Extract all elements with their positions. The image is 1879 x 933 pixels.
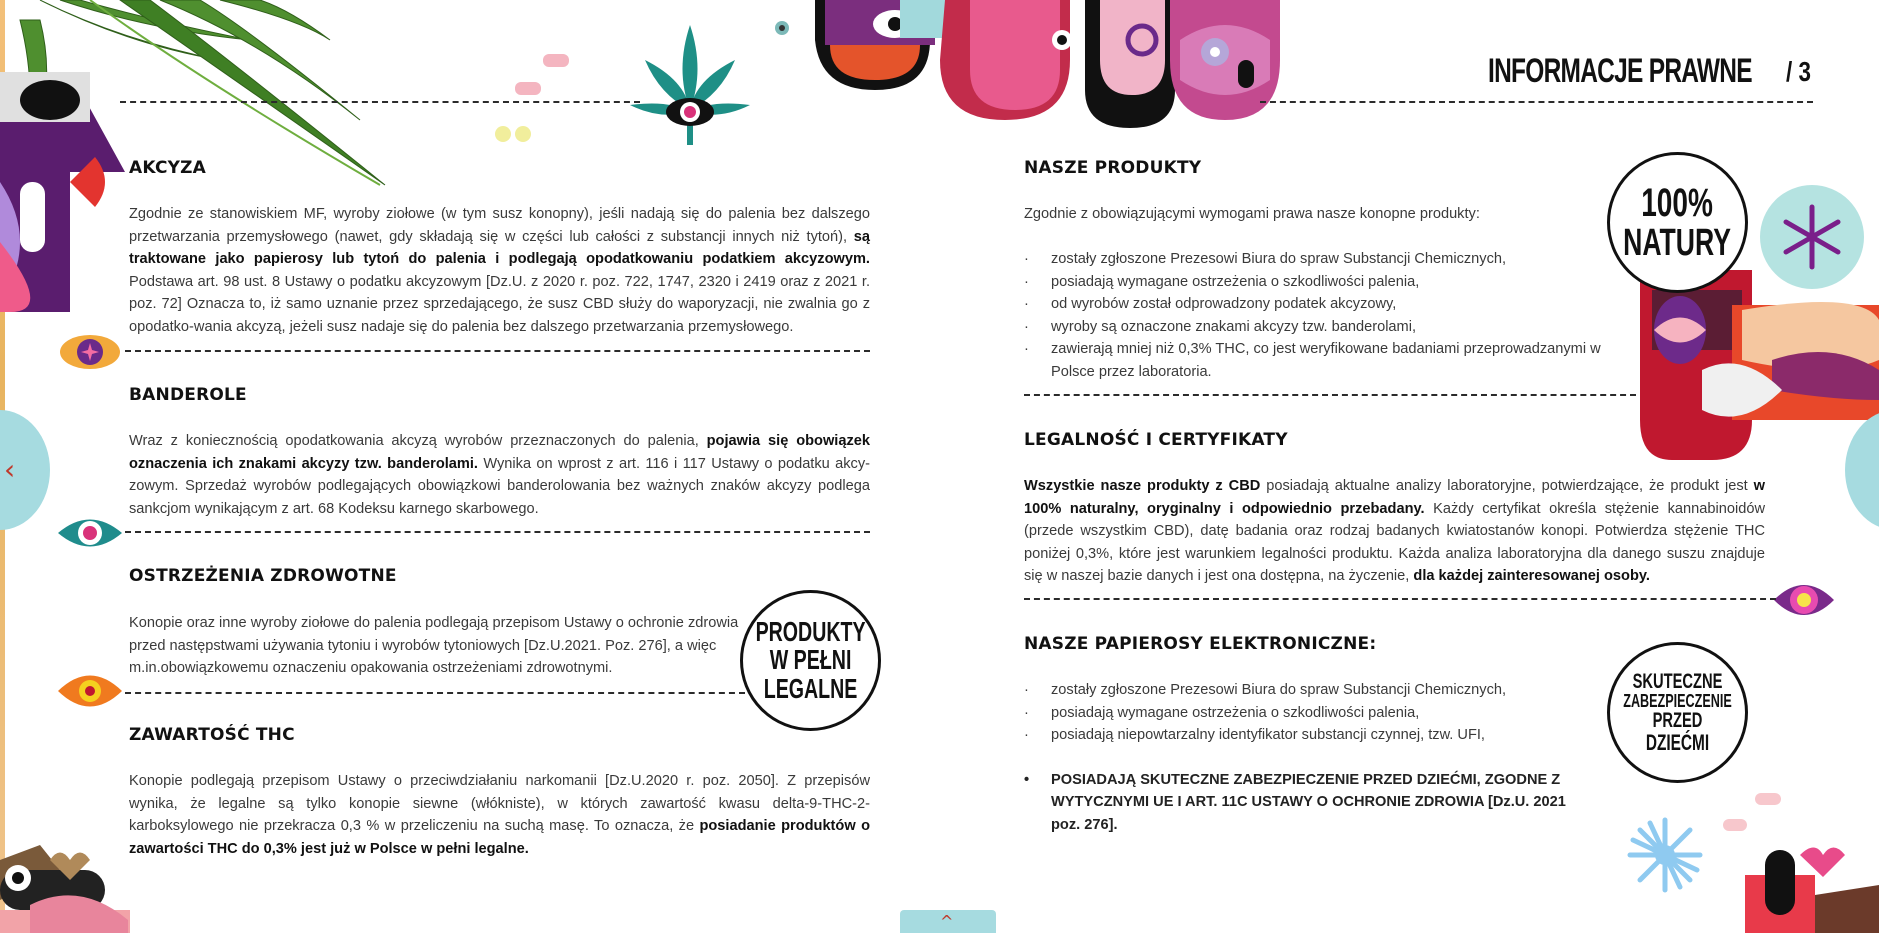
list-item: · posiadają wymagane ostrzeżenia o szkodliwości palenia, [1024, 273, 1420, 290]
section-title-produkty: NASZE PRODUKTY [1024, 158, 1202, 178]
akcyza-paragraph: Zgodnie ze stanowiskiem MF, wyroby ziołowe (w tym susz konopny), jeśli nadają się do palenia bez dalszego przetwarzania przemysłowego (nawet, gdy składają się w części lub całości z substancji innych niż tytoń), są traktowane jako papierosy lub tytoń do palenia i podlegają opodatkowaniu podatkiem akcyzowym. Podstawa art. 98 ust. 8 Ustawy o podatku akcyzowym [Dz.U. z 2020 r. poz. 722, 1747, 2320 i 2419 oraz z 2021 r. poz. 72] Oznacza to, iż samo uznanie przez sprzedającego, że susz CBD służy do waporyzacji, nie zwalnia go z opodatko-wania akcyzą, jeżeli susz nadaje się do palenia bez dalszego przetwarzania przemysłowego. [129, 206, 870, 335]
pink-eye-icon [1774, 578, 1834, 622]
legalnosc-paragraph: Wszystkie nasze produkty z CBD posiadają aktualne analizy laboratoryjne, potwierdzające, że produkt jest w 100% naturalny, oryginalny i odpowiednio przebadany. Każdy certyfikat określa stężenie kannabinoidów (przede wszystkim CBD), datę badania oraz rodzaj badanych kwiatostanów konopi. Potwierdza stężenie THC poniżej 0,3%, które jest warunkiem legalności produktu. Każda analiza laboratoryjna dla danego suszu znajduje się w naszej bazie danych i jest ona dostępna, na życzenie, dla każdej zainteresowanej osoby. [1024, 478, 1765, 585]
produkty-intro: Zgodnie z obowiązującymi wymogami prawa nasze konopne produkty: [1024, 206, 1480, 222]
page-title: INFORMACJE PRAWNE [1488, 52, 1752, 90]
purple-eye-icon [60, 333, 120, 371]
produkty-list [1024, 248, 1609, 384]
teal-cannabis-eye-icon [625, 20, 755, 150]
section-title-legalnosc: LEGALNOŚĆ I CERTYFIKATY [1024, 430, 1288, 450]
divider-banderole [125, 531, 870, 533]
prev-page-button[interactable] [0, 410, 50, 530]
section-title-thc: ZAWARTOŚĆ THC [129, 725, 295, 745]
list-item: · zostały zgłoszone Prezesowi Biura do spraw Substancji Chemicznych, [1024, 682, 1507, 698]
orange-eye-icon [58, 670, 122, 712]
section-title-banderole: BANDEROLE [129, 385, 247, 405]
collage-faces-illustration [770, 0, 1280, 128]
divider-produkty [1024, 394, 1636, 396]
stamp-child-safety: SKUTECZNE ZABEZPIECZENIE PRZED DZIEĆMI [1607, 642, 1748, 783]
divider-legalnosc [1024, 598, 1776, 600]
teal-eye-icon [58, 514, 122, 552]
list-item: · zostały zgłoszone Prezesowi Biura do spraw Substancji Chemicznych, [1024, 251, 1507, 267]
header-divider-right [1260, 101, 1813, 103]
abstract-face-illustration [0, 62, 130, 312]
scroll-up-button[interactable] [900, 910, 996, 933]
stamp-legal-products: PRODUKTY W PEŁNI LEGALNE [740, 590, 881, 731]
bottom-right-illustration [1615, 785, 1879, 933]
papierosy-list [1024, 679, 1584, 837]
divider-ostrzezenia [125, 692, 745, 694]
stamp-natural: 100% NATURY [1607, 152, 1748, 293]
list-item: · posiadają wymagane ostrzeżenia o szkodliwości palenia, [1024, 704, 1420, 721]
header-divider-left [120, 101, 640, 103]
ostrzezenia-paragraph: Konopie oraz inne wyroby ziołowe do palenia podlegają przepisom Ustawy o ochronie zdrowia przed następstwami używania tytoniu i wyrobów tytoniowych [Dz.U.2021. Poz. 276], a więc m.in.obowiązkowemu oznaczeniu opakowania ostrzeżeniami zdrowotnymi. [129, 615, 739, 677]
list-item: · wyroby są oznaczone znakami akcyzy tzw. banderolami, [1024, 318, 1417, 335]
bottom-left-illustration [0, 840, 135, 933]
thc-paragraph: Konopie podlegają przepisom Ustawy o przeciwdziałaniu narkomanii [Dz.U.2020 r. poz. 2050]. Z przepisów wynika, że legalne są tylko konopie siewne (włókniste), w których zawartość kwasu delta-9-THC-2-karboksylowego nie przekracza 0,3 % w przeliczeniu na suchą masę. To oznacza, że posiadanie produktów o zawartości THC do 0,3% jest już w Polsce w pełni legalne. [129, 773, 870, 857]
chevron-left-icon: ‹ [4, 453, 16, 486]
asterisk-circle-icon [1760, 185, 1865, 290]
list-item: · posiadają niepowtarzalny identyfikator substancji czynnej, tzw. UFI, [1024, 727, 1485, 744]
banderole-paragraph: Wraz z koniecznością opodatkowania akcyzą wyrobów przeznaczonych do palenia, pojawia się obowiązek oznaczenia ich znakami akcyzy tzw. banderolami. Wynika on wprost z art. 116 i 117 Ustawy o podatku akcy-zowym. Sprzedaż wyrobów podlegających obowiązkowi banderolowania bez ważnych znaków akcyzy podlega sankcjom wynikającym z art. 68 Kodeksu karnego skarbowego. [129, 433, 870, 517]
chevron-up-icon: ^ [940, 912, 954, 931]
decorative-dots [495, 50, 595, 150]
list-item: · od wyrobów został odprowadzony podatek akcyzowy, [1024, 296, 1397, 313]
list-item: · zawierają mniej niż 0,3% THC, co jest weryfikowane badaniami przeprowadzanymi w Polsce przez laboratoria. [1024, 341, 1601, 380]
page-number: / 3 [1786, 56, 1811, 87]
section-title-papierosy: NASZE PAPIEROSY ELEKTRONICZNE: [1024, 634, 1377, 654]
section-title-ostrzezenia: OSTRZEŻENIA ZDROWOTNE [129, 566, 397, 586]
list-item: • POSIADAJĄ SKUTECZNE ZABEZPIECZENIE PRZED DZIEĆMI, ZGODNE Z WYTYCZNYMI UE I ART. 11C USTAWY O OCHRONIE ZDROWIA [Dz.U. 2021 poz. 276]. [1024, 771, 1566, 833]
section-title-akcyza: AKCYZA [129, 158, 207, 178]
divider-akcyza [125, 350, 870, 352]
